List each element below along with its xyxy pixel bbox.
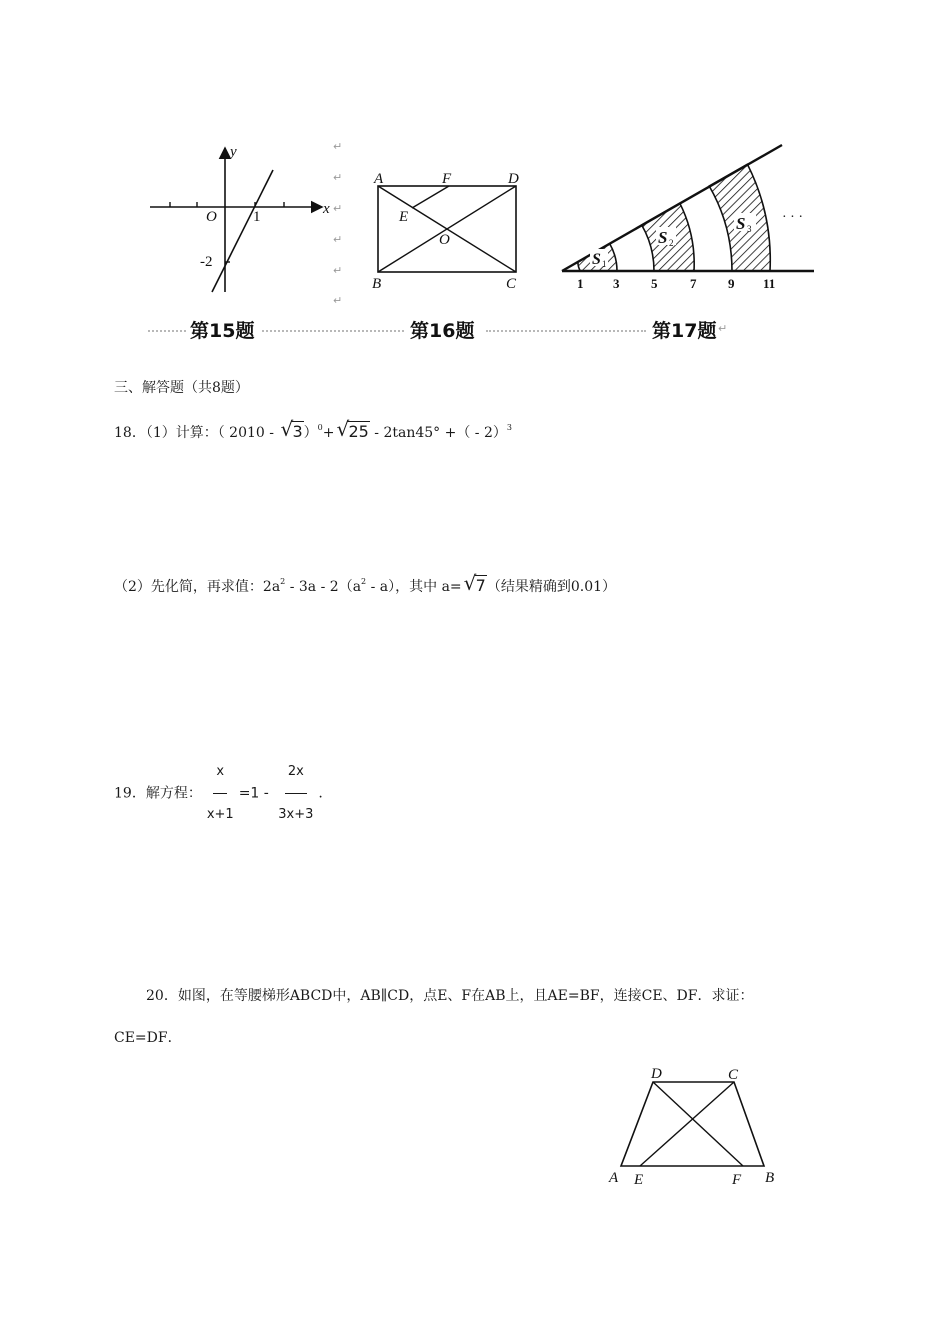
point-a-label: A [609, 1170, 619, 1186]
question-20-line1: 20．如图，在等腰梯形ABCD中，AB∥CD，点E、F在AB上，且AE=BF，连接CE、DF．求证： [146, 988, 754, 1004]
figure-15-graph [140, 140, 343, 300]
tick-label: 5 [651, 276, 658, 291]
baseline-tick-labels [577, 276, 775, 291]
point-c-label: C [506, 276, 517, 292]
band-s1-label [590, 249, 608, 269]
q19-end: . [318, 785, 323, 802]
point-a-label: A [374, 171, 384, 187]
region-subscript-s1: 1 [602, 259, 607, 269]
segment-fe [412, 186, 449, 208]
question-19 [114, 752, 323, 835]
origin-label: O [206, 209, 217, 225]
q19-prefix: 19．解方程： [114, 785, 202, 802]
x-axis-ticks [170, 202, 284, 262]
tick-label: 11 [763, 276, 776, 291]
figure-20-isosceles-trapezoid [604, 1062, 784, 1192]
question-20-line2: CE=DF． [114, 1030, 182, 1046]
segment-ce [640, 1082, 734, 1166]
fraction-2x-over-3x-plus-3 [275, 752, 316, 835]
point-d-label: D [651, 1066, 662, 1082]
exponent-2: 2 [280, 577, 286, 586]
sqrt-7: √ 7 [463, 571, 486, 595]
ellipsis: · · · [782, 210, 803, 225]
sqrt-3-radicand: 3 [292, 422, 303, 441]
tick-label: 9 [728, 276, 735, 291]
x-intercept-label: 1 [253, 209, 261, 225]
point-f-label: F [732, 1172, 742, 1188]
section-heading: 三、解答题（共8题） [114, 380, 249, 396]
figure-17-caption: 第17题 [652, 320, 717, 342]
fraction-denominator: x+1 [206, 807, 234, 822]
sqrt-25: √ 25 [336, 417, 369, 441]
point-f-label: F [442, 171, 452, 187]
q18-plus: + [322, 425, 335, 441]
fraction-numerator: 2x [285, 752, 307, 794]
exponent-2: 2 [361, 577, 367, 586]
point-c-label: C [728, 1067, 739, 1083]
q18-part2-prefix: （2）先化简，再求值：2a [114, 579, 281, 595]
q18-close-paren: ） [303, 425, 318, 441]
return-mark: ↵ [333, 294, 343, 307]
fraction-x-over-x-plus-1 [204, 752, 237, 835]
figure-16-rectangle [366, 168, 536, 294]
trapezoid-abcd [621, 1082, 764, 1166]
point-b-label: B [372, 276, 382, 292]
q18-part1-tail: - 2tan45° +（ - 2） [369, 425, 507, 441]
caption-leader-dots [262, 330, 404, 332]
figure-15-caption: 第15题 [190, 320, 255, 342]
band-s2-label [656, 227, 676, 248]
x-axis-label: x [323, 201, 330, 217]
question-18-part1 [114, 418, 512, 443]
point-e-label: E [399, 209, 409, 225]
q18-part1-prefix: 18．（1）计算：（ 2010 - [114, 425, 279, 441]
tick-label: 1 [577, 276, 584, 291]
return-mark: ↵ [333, 140, 343, 153]
tick-label: 3 [613, 276, 620, 291]
caption-leader-dots [148, 330, 186, 332]
return-mark: ↵ [333, 202, 343, 215]
fraction-numerator: x [213, 752, 227, 794]
q18-part2-mid2: - a），其中 a= [366, 579, 462, 595]
region-label-s2: S [658, 228, 668, 247]
region-subscript-s3: 3 [747, 224, 752, 234]
region-subscript-s2: 2 [669, 238, 674, 248]
figure-16-caption: 第16题 [410, 320, 475, 342]
sqrt-7-radicand: 7 [475, 576, 486, 595]
q18-part2-tail: （结果精确到0.01） [486, 579, 617, 595]
return-mark: ↵ [333, 233, 343, 246]
caption-leader-dots [486, 330, 646, 332]
exponent-0: 0 [317, 423, 323, 432]
linear-function-line [212, 170, 273, 292]
y-intercept-label: -2 [200, 254, 213, 270]
point-d-label: D [508, 171, 519, 187]
exponent-3: 3 [506, 423, 512, 432]
sqrt-25-radicand: 25 [348, 422, 369, 441]
q19-middle: =1 - [238, 785, 274, 802]
return-mark: ↵ [333, 264, 343, 277]
y-axis-label: y [230, 144, 237, 160]
point-b-label: B [765, 1170, 775, 1186]
segment-df [653, 1082, 743, 1166]
tick-label: 7 [690, 276, 697, 291]
return-mark: ↵ [718, 322, 728, 335]
return-mark: ↵ [333, 171, 343, 184]
question-18-part2 [114, 572, 616, 597]
figure-17-sector-bands [556, 135, 826, 295]
band-s3-label [734, 213, 756, 234]
point-e-label: E [634, 1172, 644, 1188]
fraction-denominator: 3x+3 [278, 807, 314, 822]
q18-part2-mid: - 3a - 2（a [285, 579, 362, 595]
region-label-s1: S [592, 251, 601, 268]
point-o-label: O [439, 232, 450, 248]
sqrt-3: √ 3 [280, 417, 303, 441]
region-label-s3: S [736, 214, 746, 233]
